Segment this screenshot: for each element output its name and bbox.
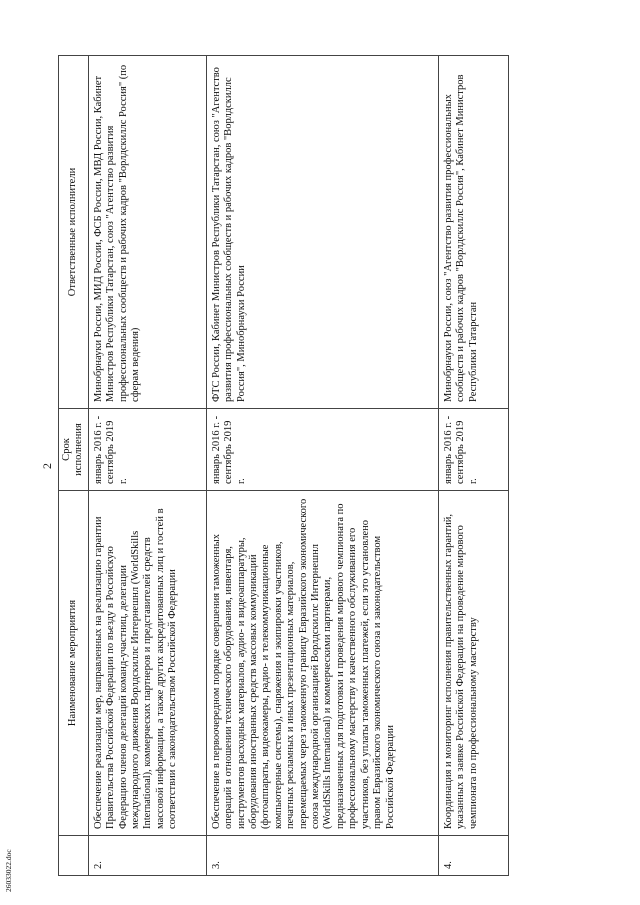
measures-table <box>58 55 509 876</box>
row-term: январь 2016 г. - сентябрь 2019 г. <box>88 409 206 491</box>
table-header-row <box>59 56 89 876</box>
rotated-document-sheet <box>40 56 580 876</box>
row-name: Обеспечение в первоочередном порядке совершения таможенных операций в отношении технического оборудования, инвентаря, инструментов расходных материалов, аудио- и видеоаппаратуры, оборудования иностранных средств массовых коммуникаций (фотоаппараты, видеокамеры, радио- и телекоммуникационные компьютерные системы), снаряжения и экипировки участников, печатных рекламных и иных презентационных материалов, перемещаемых через таможенную границу Евразийского экономического союза международной организацией Ворлдскиллс Интернешнл (WorldSkills International) и коммерческими партнерами, предназначенных для подготовки и проведения мирового чемпионата по профессиональному мастерству и качественного обслуживания его участников, без уплаты таможенных платежей, если это установлено правом Евразийского экономического союза и законодательством Российской Федерации <box>206 491 438 836</box>
row-term: январь 2016 г. - сентябрь 2019 г. <box>438 409 508 491</box>
table-row <box>438 56 508 876</box>
row-number: 4. <box>438 836 508 876</box>
row-responsible: ФТС России, Кабинет Министров Республики Татарстан, союз "Агентство развития профессиональных сообществ и рабочих кадров "Ворлдскиллс Россия", Минобрнауки России <box>206 56 438 409</box>
table-row <box>206 56 438 876</box>
header-term: Срок исполнения <box>59 409 89 491</box>
document-code: 26033022.doc <box>4 849 13 892</box>
row-term: январь 2016 г. - сентябрь 2019 г. <box>206 409 438 491</box>
header-responsible: Ответственные исполнители <box>59 56 89 409</box>
row-name: Обеспечение реализации мер, направленных на реализацию гарантии Правительства Российской Федерации по въезду в Российскую Федерацию членов делегаций команд-участниц, делегации международного движения Ворлдскиллс Интернешнл (WorldSkills International), коммерческих партнеров и представителей средств массовой информации, а также других аккредитованных лиц и гостей в соответствии с законодательством Российской Федерации <box>88 491 206 836</box>
row-number: 2. <box>88 836 206 876</box>
row-responsible: Минобрнауки России, союз "Агентство развития профессиональных сообществ и рабочих кадров "Ворлдскиллс Россия", Кабинет Министров Республики Татарстан <box>438 56 508 409</box>
row-responsible: Минобрнауки России, МИД России, ФСБ России, МВД России, Кабинет Министров Республики Татарстан, союз "Агентство развития профессиональных сообществ и рабочих кадров "Ворлдскиллс Россия" (по сферам ведения) <box>88 56 206 409</box>
row-name: Координация и мониторинг исполнения правительственных гарантий, указанных в заявке Российской Федерации на проведение мирового чемпионата по профессиональному мастерству <box>438 491 508 836</box>
row-number: 3. <box>206 836 438 876</box>
header-name: Наименование мероприятия <box>59 491 89 836</box>
table-row <box>88 56 206 876</box>
page-number: 2 <box>40 463 54 469</box>
header-num <box>59 836 89 876</box>
